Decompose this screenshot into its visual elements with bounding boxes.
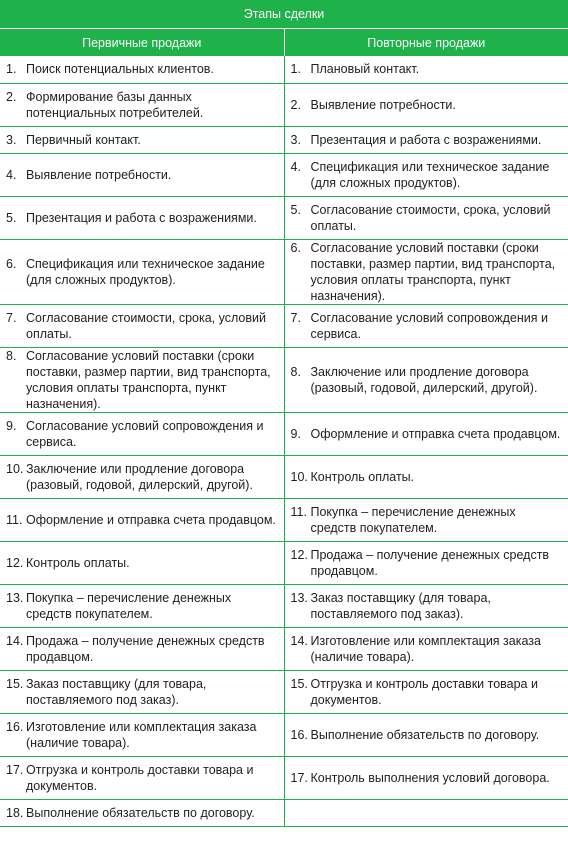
step-number: 10. xyxy=(290,469,308,484)
table-row xyxy=(0,304,568,347)
table-row xyxy=(0,126,568,153)
step-number: 10. xyxy=(6,461,24,476)
step-item xyxy=(6,590,278,622)
step-number: 16. xyxy=(6,719,24,734)
step-text: Согласование стоимости, срока, условий оплаты. xyxy=(26,310,266,341)
table-body xyxy=(0,56,568,826)
table-row xyxy=(0,83,568,126)
primary-sales-cell xyxy=(0,670,284,713)
primary-sales-cell xyxy=(0,347,284,412)
step-number: 2. xyxy=(290,97,301,112)
step-text: Контроль оплаты. xyxy=(310,469,415,484)
step-text: Первичный контакт. xyxy=(26,132,141,147)
step-number: 8. xyxy=(290,364,301,379)
step-text: Покупка – перечисление денежных средств покупателем. xyxy=(26,590,232,621)
table-row xyxy=(0,670,568,713)
step-number: 13. xyxy=(290,590,308,605)
repeat-sales-cell xyxy=(284,347,568,412)
primary-sales-cell xyxy=(0,799,284,826)
step-item xyxy=(291,547,563,579)
step-item xyxy=(291,97,563,113)
step-number: 12. xyxy=(290,547,308,562)
primary-sales-cell xyxy=(0,239,284,304)
step-text: Контроль выполнения условий договора. xyxy=(310,770,550,785)
step-item xyxy=(6,348,278,412)
table-row xyxy=(0,196,568,239)
repeat-sales-cell xyxy=(284,627,568,670)
step-text: Согласование условий сопровождения и сервиса. xyxy=(310,310,548,341)
repeat-sales-cell xyxy=(284,541,568,584)
step-text: Отгрузка и контроль доставки товара и документов. xyxy=(26,762,254,793)
step-text: Выявление потребности. xyxy=(310,97,456,112)
primary-sales-cell xyxy=(0,756,284,799)
step-text: Продажа – получение денежных средств продавцом. xyxy=(310,547,550,578)
step-text: Согласование условий поставки (сроки поставки, размер партии, вид транспорта, условия оплаты транспорта, пункт назначения). xyxy=(310,240,556,303)
step-text: Оформление и отправка счета продавцом. xyxy=(310,426,561,441)
step-text: Изготовление или комплектация заказа (наличие товара). xyxy=(26,719,257,750)
step-text: Заказ поставщику (для товара, поставляемого под заказ). xyxy=(26,676,207,707)
step-number: 17. xyxy=(6,762,24,777)
repeat-sales-cell xyxy=(284,56,568,83)
table-row xyxy=(0,584,568,627)
step-text: Плановый контакт. xyxy=(310,62,420,77)
step-number: 8. xyxy=(6,348,17,363)
repeat-sales-cell xyxy=(284,799,568,826)
repeat-sales-cell xyxy=(284,713,568,756)
primary-sales-cell xyxy=(0,126,284,153)
step-number: 5. xyxy=(290,202,301,217)
step-number: 2. xyxy=(6,89,17,104)
primary-sales-cell xyxy=(0,627,284,670)
step-text: Поиск потенциальных клиентов. xyxy=(26,62,214,77)
step-text: Отгрузка и контроль доставки товара и документов. xyxy=(310,676,538,707)
step-item xyxy=(6,676,278,708)
repeat-sales-cell xyxy=(284,304,568,347)
table-row xyxy=(0,455,568,498)
step-item xyxy=(6,512,278,528)
repeat-sales-cell xyxy=(284,670,568,713)
step-item xyxy=(291,633,563,665)
table-title: Этапы сделки xyxy=(0,0,568,29)
primary-sales-cell xyxy=(0,541,284,584)
step-item xyxy=(291,676,563,708)
step-number: 11. xyxy=(290,504,307,519)
step-item xyxy=(291,364,563,396)
step-number: 17. xyxy=(290,770,308,785)
step-item xyxy=(291,240,563,304)
table-row xyxy=(0,412,568,455)
table-row xyxy=(0,799,568,826)
step-number: 6. xyxy=(6,256,17,271)
primary-sales-cell xyxy=(0,455,284,498)
step-text: Согласование стоимости, срока, условий оплаты. xyxy=(310,202,551,233)
primary-sales-cell xyxy=(0,412,284,455)
step-item xyxy=(291,61,563,77)
step-number: 3. xyxy=(6,132,17,147)
step-text: Выполнение обязательств по договору. xyxy=(310,727,540,742)
table-row xyxy=(0,541,568,584)
step-item xyxy=(291,426,563,442)
step-text: Презентация и работа с возражениями. xyxy=(26,210,257,225)
step-item xyxy=(6,633,278,665)
step-text: Спецификация или техническое задание (для сложных продуктов). xyxy=(26,256,265,287)
step-item xyxy=(291,159,563,191)
table-row xyxy=(0,153,568,196)
step-text: Выявление потребности. xyxy=(26,167,172,182)
table-row xyxy=(0,239,568,304)
step-text: Заключение или продление договора (разовый, годовой, дилерский, другой). xyxy=(26,461,253,492)
step-text: Формирование базы данных потенциальных потребителей. xyxy=(26,89,204,120)
repeat-sales-cell xyxy=(284,455,568,498)
step-text: Оформление и отправка счета продавцом. xyxy=(26,512,276,527)
step-item xyxy=(6,210,278,226)
step-number: 4. xyxy=(6,167,17,182)
step-item xyxy=(6,461,278,493)
step-number: 1. xyxy=(290,62,301,77)
step-item xyxy=(6,89,278,121)
primary-sales-cell xyxy=(0,83,284,126)
step-item xyxy=(6,61,278,77)
step-number: 11. xyxy=(6,512,23,527)
primary-sales-cell xyxy=(0,56,284,83)
column-header-repeat-sales: Повторные продажи xyxy=(284,29,568,57)
step-text: Выполнение обязательств по договору. xyxy=(26,805,255,820)
step-item xyxy=(6,418,278,450)
table-row xyxy=(0,713,568,756)
step-item xyxy=(291,504,563,536)
repeat-sales-cell xyxy=(284,126,568,153)
step-text: Заказ поставщику (для товара, поставляемого под заказ). xyxy=(310,590,491,621)
step-item xyxy=(6,719,278,751)
repeat-sales-cell xyxy=(284,498,568,541)
step-item xyxy=(6,132,278,148)
step-number: 18. xyxy=(6,805,24,820)
primary-sales-cell xyxy=(0,584,284,627)
table-row xyxy=(0,627,568,670)
step-item xyxy=(291,469,563,485)
step-number: 13. xyxy=(6,590,24,605)
step-number: 4. xyxy=(290,159,301,174)
column-header-primary-sales: Первичные продажи xyxy=(0,29,284,57)
step-text: Согласование условий сопровождения и сервиса. xyxy=(26,418,264,449)
step-number: 14. xyxy=(290,633,308,648)
step-text: Продажа – получение денежных средств продавцом. xyxy=(26,633,265,664)
step-text: Изготовление или комплектация заказа (наличие товара). xyxy=(310,633,541,664)
repeat-sales-cell xyxy=(284,153,568,196)
step-item xyxy=(291,132,563,148)
step-item xyxy=(6,805,278,821)
repeat-sales-cell xyxy=(284,412,568,455)
repeat-sales-cell xyxy=(284,83,568,126)
step-item xyxy=(6,256,278,288)
step-number: 12. xyxy=(6,555,24,570)
step-number: 14. xyxy=(6,633,24,648)
primary-sales-cell xyxy=(0,713,284,756)
repeat-sales-cell xyxy=(284,239,568,304)
primary-sales-cell xyxy=(0,196,284,239)
step-number: 7. xyxy=(290,310,301,325)
step-number: 15. xyxy=(6,676,24,691)
repeat-sales-cell xyxy=(284,196,568,239)
step-item xyxy=(291,770,563,786)
step-item xyxy=(291,202,563,234)
table-row xyxy=(0,498,568,541)
step-text: Покупка – перечисление денежных средств покупателем. xyxy=(310,504,516,535)
step-item xyxy=(6,555,278,571)
primary-sales-cell xyxy=(0,153,284,196)
step-item xyxy=(291,727,563,743)
step-number: 3. xyxy=(290,132,301,147)
step-number: 9. xyxy=(6,418,17,433)
repeat-sales-cell xyxy=(284,756,568,799)
step-number: 15. xyxy=(290,676,308,691)
table-title-row xyxy=(0,0,568,29)
primary-sales-cell xyxy=(0,498,284,541)
step-number: 6. xyxy=(290,240,301,255)
table-row xyxy=(0,56,568,83)
step-item xyxy=(6,167,278,183)
step-text: Согласование условий поставки (сроки поставки, размер партии, вид транспорта, условия оплаты транспорта, пункт назначения). xyxy=(26,348,271,411)
step-text: Контроль оплаты. xyxy=(26,555,130,570)
step-number: 1. xyxy=(6,62,17,77)
table-row xyxy=(0,347,568,412)
step-item xyxy=(6,310,278,342)
step-number: 5. xyxy=(6,210,17,225)
step-number: 16. xyxy=(290,727,308,742)
step-text: Презентация и работа с возражениями. xyxy=(310,132,542,147)
step-text: Заключение или продление договора (разовый, годовой, дилерский, другой). xyxy=(310,364,538,395)
column-header-row xyxy=(0,29,568,57)
step-item xyxy=(6,762,278,794)
primary-sales-cell xyxy=(0,304,284,347)
step-text: Спецификация или техническое задание (для сложных продуктов). xyxy=(310,159,550,190)
repeat-sales-cell xyxy=(284,584,568,627)
step-item xyxy=(291,310,563,342)
step-item xyxy=(291,590,563,622)
step-number: 7. xyxy=(6,310,17,325)
step-number: 9. xyxy=(290,426,301,441)
table-row xyxy=(0,756,568,799)
